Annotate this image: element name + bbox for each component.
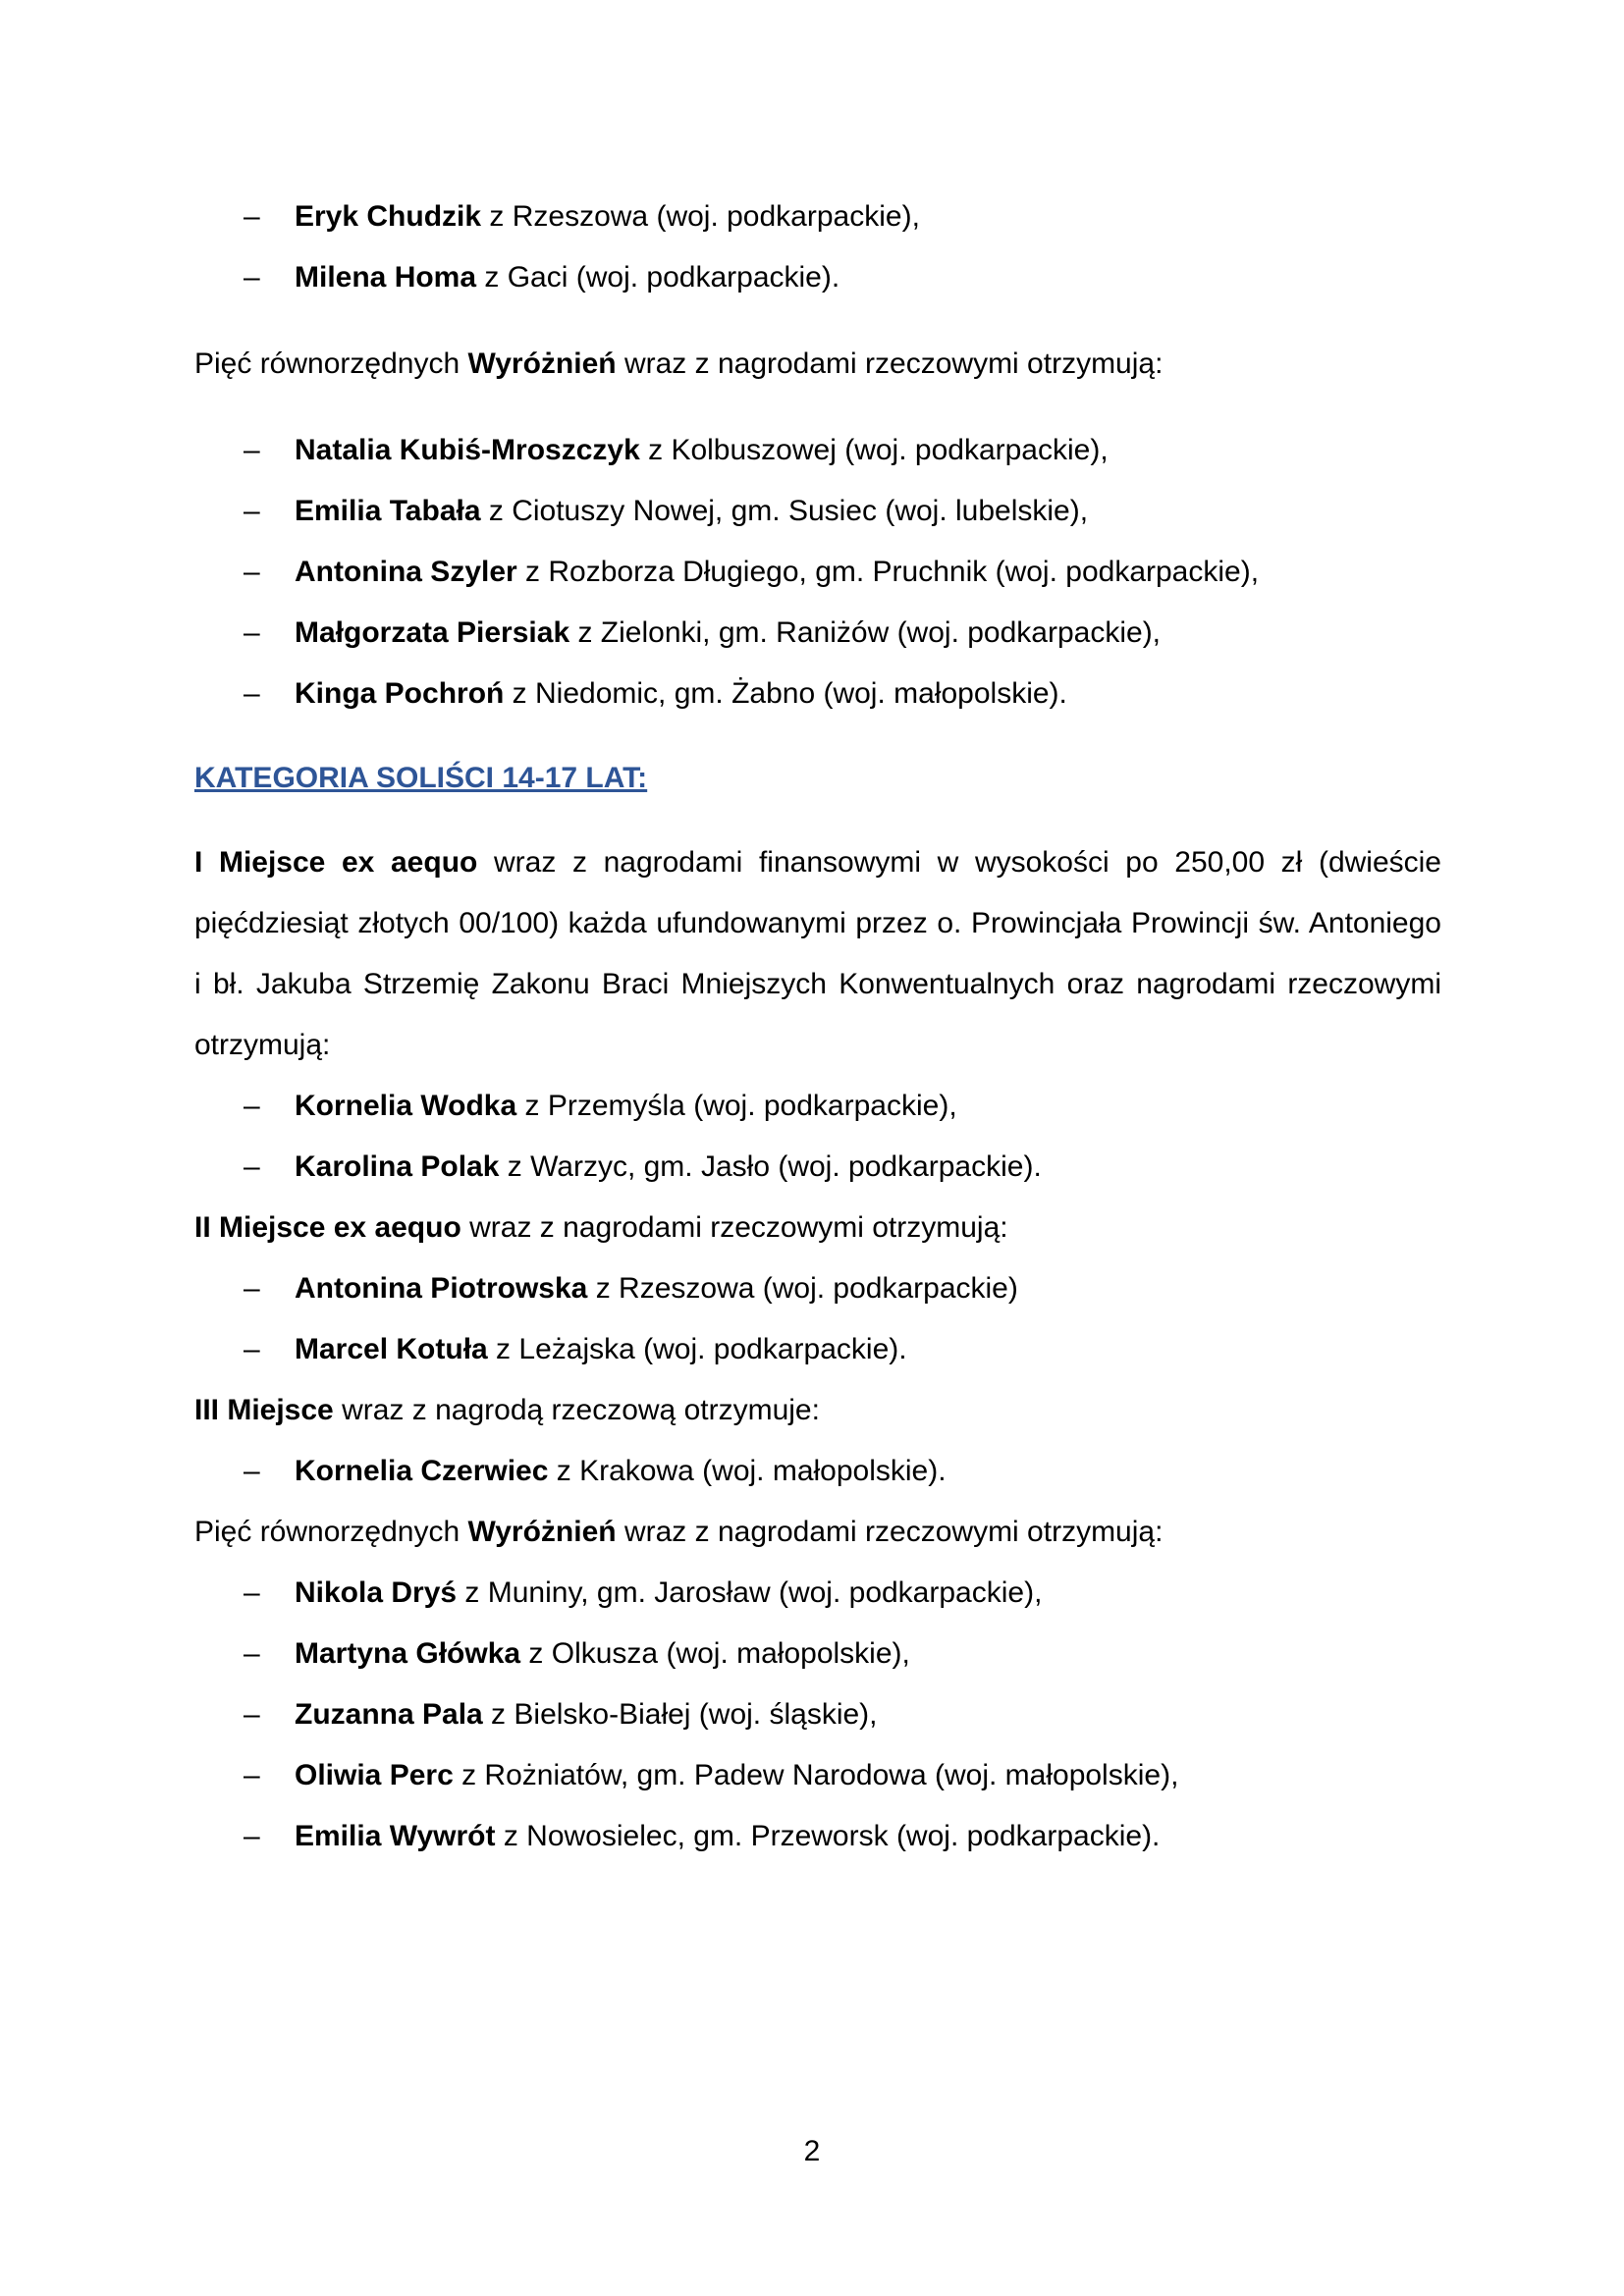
person-location: z Muniny, gm. Jarosław (woj. podkarpackie), [457,1576,1043,1609]
dash-bullet: – [244,1820,260,1852]
third-place-paragraph: III Miejsce wraz z nagrodą rzeczową otrzymuje: [194,1394,820,1426]
list-item [194,1441,1441,1502]
dash-bullet: – [244,200,260,233]
person-location: z Warzyc, gm. Jasło (woj. podkarpackie). [499,1150,1042,1183]
person-location: z Niedomic, gm. Żabno (woj. małopolskie). [504,677,1067,710]
person-name: Emilia Wywrót [295,1820,496,1852]
list-item [194,187,1441,247]
winners-list-top [194,187,1441,308]
person-location: z Przemyśla (woj. podkarpackie), [516,1090,957,1122]
person-name: Antonina Piotrowska [295,1272,588,1305]
honorable-mentions-list-2 [194,1563,1441,1867]
list-item [194,1624,1441,1684]
person-name: Nikola Dryś [295,1576,458,1609]
third-place-list [194,1441,1441,1502]
list-item [194,1319,1441,1380]
dash-bullet: – [244,677,260,710]
dash-bullet: – [244,1759,260,1791]
person-name: Marcel Kotuła [295,1333,488,1365]
third-place-label: III Miejsce [194,1394,334,1426]
page-number: 2 [803,2135,821,2167]
list-item [194,481,1441,542]
second-place-label: II Miejsce ex aequo [194,1211,461,1244]
person-location: z Kolbuszowej (woj. podkarpackie), [639,434,1109,466]
person-name: Karolina Polak [295,1150,500,1183]
list-item [194,1684,1441,1745]
category-heading: KATEGORIA SOLIŚCI 14-17 LAT: [194,762,648,794]
dash-bullet: – [244,261,260,294]
person-location: z Rzeszowa (woj. podkarpackie) [587,1272,1018,1305]
honorable-mentions-intro: Pięć równorzędnych Wyróżnień wraz z nagrodami rzeczowymi otrzymują: [194,347,1164,380]
person-location: z Leżajska (woj. podkarpackie). [487,1333,907,1365]
list-item [194,603,1441,664]
person-name: Martyna Główka [295,1637,521,1670]
person-location: z Bielsko-Białej (woj. śląskie), [482,1698,878,1731]
person-location: z Zielonki, gm. Raniżów (woj. podkarpackie), [569,616,1162,649]
person-name: Natalia Kubiś-Mroszczyk [295,434,640,466]
dash-bullet: – [244,1576,260,1609]
document-body [194,187,1441,1867]
person-name: Kornelia Czerwiec [295,1455,549,1487]
person-name: Małgorzata Piersiak [295,616,570,649]
honorable-mentions-intro-2: Pięć równorzędnych Wyróżnień wraz z nagrodami rzeczowymi otrzymują: [194,1516,1164,1548]
list-item [194,1745,1441,1806]
list-item [194,1137,1441,1198]
dash-bullet: – [244,1698,260,1731]
person-name: Eryk Chudzik [295,200,482,233]
dash-bullet: – [244,1272,260,1305]
first-place-list [194,1076,1441,1198]
person-location: z Rzeszowa (woj. podkarpackie), [481,200,920,233]
first-place-paragraph: I Miejsce ex aequo wraz z nagrodami finansowymi w wysokości po 250,00 zł (dwieście pięćdziesiąt złotych 00/100) każda ufundowanymi przez o. Prowincjała Prowincji św. Antoniego i bł. Jakuba Strzemię Zakonu Braci Mniejszych Konwentualnych oraz nagrodami rzeczowymi otrzymują: [194,846,1441,1061]
person-name: Antonina Szyler [295,556,517,588]
person-name: Zuzanna Pala [295,1698,483,1731]
person-location: z Nowosielec, gm. Przeworsk (woj. podkarpackie). [495,1820,1161,1852]
dash-bullet: – [244,616,260,649]
dash-bullet: – [244,1333,260,1365]
honorable-mentions-label: Wyróżnień [467,347,617,380]
dash-bullet: – [244,1090,260,1122]
second-place-paragraph: II Miejsce ex aequo wraz z nagrodami rzeczowymi otrzymują: [194,1211,1008,1244]
first-place-label: I Miejsce ex aequo [194,846,478,879]
honorable-mentions-label-2: Wyróżnień [467,1516,617,1548]
person-name: Emilia Tabała [295,495,481,527]
dash-bullet: – [244,1637,260,1670]
second-place-list [194,1258,1441,1380]
person-location: z Krakowa (woj. małopolskie). [548,1455,947,1487]
dash-bullet: – [244,1150,260,1183]
person-name: Kornelia Wodka [295,1090,517,1122]
list-item [194,247,1441,308]
person-name: Oliwia Perc [295,1759,454,1791]
person-location: z Gaci (woj. podkarpackie). [476,261,840,294]
list-item [194,1563,1441,1624]
list-item [194,1258,1441,1319]
person-name: Kinga Pochroń [295,677,505,710]
list-item [194,542,1441,603]
dash-bullet: – [244,434,260,466]
dash-bullet: – [244,556,260,588]
dash-bullet: – [244,1455,260,1487]
honorable-mentions-list [194,420,1441,724]
person-location: z Rożniatów, gm. Padew Narodowa (woj. małopolskie), [453,1759,1179,1791]
dash-bullet: – [244,495,260,527]
person-location: z Ciotuszy Nowej, gm. Susiec (woj. lubelskie), [480,495,1089,527]
person-location: z Rozborza Długiego, gm. Pruchnik (woj. podkarpackie), [516,556,1260,588]
person-location: z Olkusza (woj. małopolskie), [520,1637,910,1670]
list-item [194,1806,1441,1867]
list-item [194,420,1441,481]
list-item [194,1076,1441,1137]
list-item [194,664,1441,724]
person-name: Milena Homa [295,261,477,294]
